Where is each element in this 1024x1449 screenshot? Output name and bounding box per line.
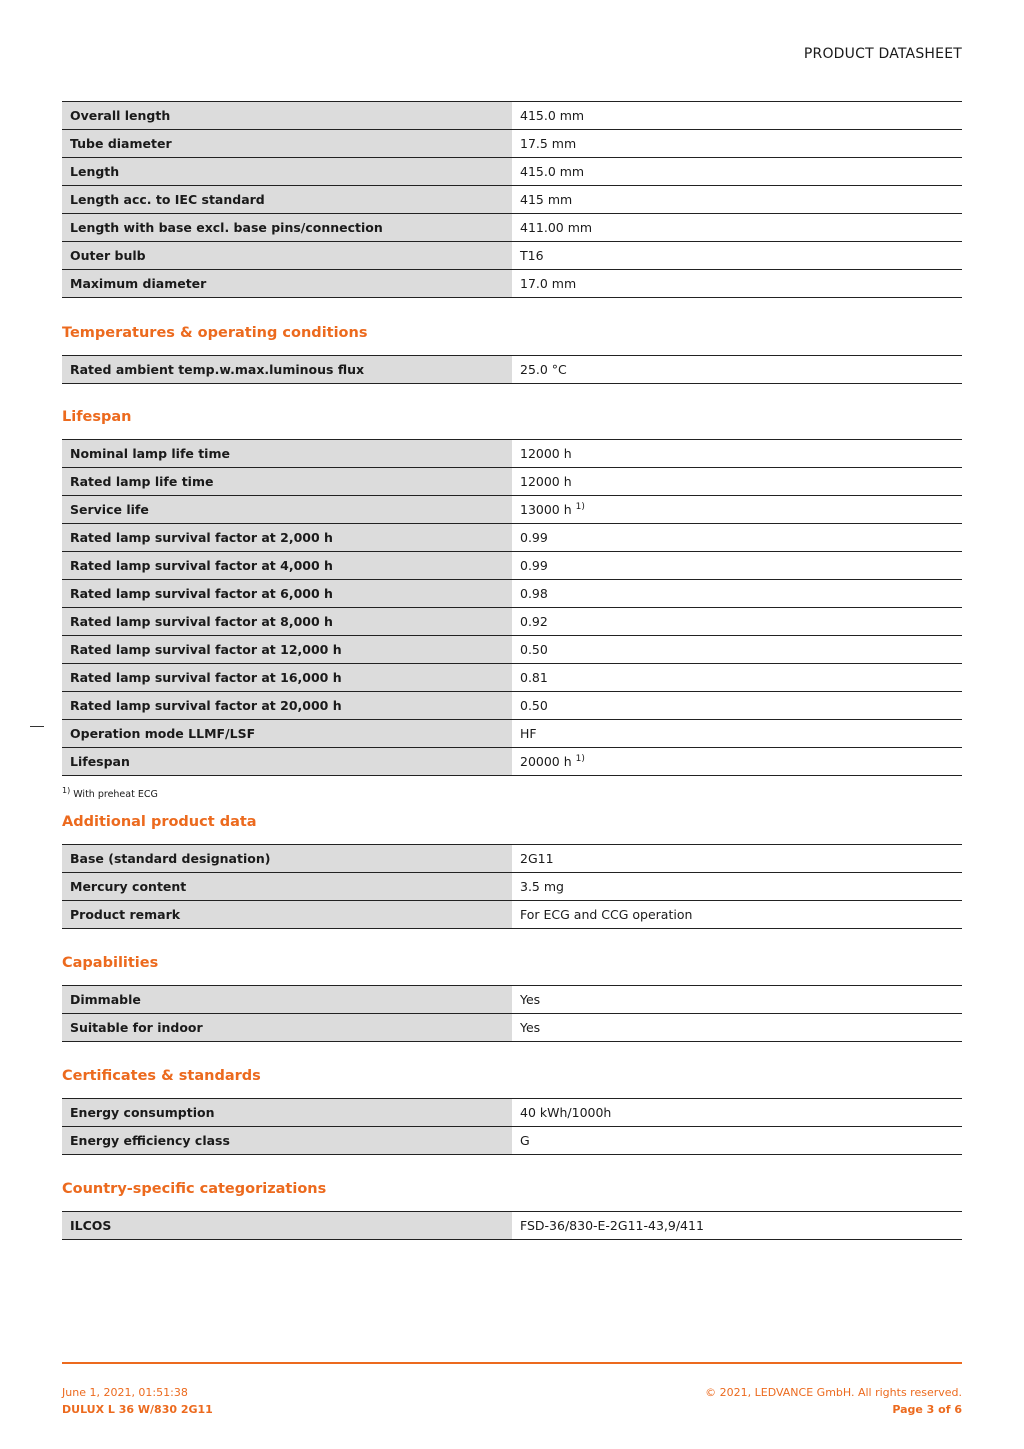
- spec-label: Service life: [62, 496, 512, 524]
- footer-page-number: Page 3 of 6: [892, 1403, 962, 1416]
- footnote-marker: 1): [62, 786, 71, 795]
- spec-value: [512, 524, 962, 552]
- spec-value: [512, 158, 962, 186]
- spec-value: [512, 1212, 962, 1240]
- table-row: [62, 102, 962, 130]
- table-row: [62, 1127, 962, 1155]
- table-row: [62, 1212, 962, 1240]
- table-row: [62, 214, 962, 242]
- footer-date: June 1, 2021, 01:51:38: [62, 1386, 188, 1399]
- spec-value: [512, 720, 962, 748]
- spec-value-text: 12000 h: [520, 446, 572, 461]
- margin-mark: [30, 726, 44, 727]
- spec-value-text: 20000 h: [520, 754, 572, 770]
- capabilities-table: [62, 985, 962, 1042]
- spec-value-text: Yes: [520, 1020, 541, 1035]
- spec-label: Overall length: [62, 102, 512, 130]
- spec-value-text: 411.00 mm: [520, 220, 593, 235]
- spec-label: Rated lamp survival factor at 4,000 h: [62, 552, 512, 580]
- spec-value-text: 0.50: [520, 642, 548, 657]
- temperatures-table: [62, 355, 962, 384]
- spec-label: ILCOS: [62, 1212, 512, 1240]
- table-row: [62, 608, 962, 636]
- lifespan-table: [62, 439, 962, 776]
- spec-value-text: 415.0 mm: [520, 108, 585, 123]
- spec-label: Energy efficiency class: [62, 1127, 512, 1155]
- certificates-table: [62, 1098, 962, 1155]
- additional-table: [62, 844, 962, 929]
- spec-value: [512, 102, 962, 130]
- spec-label: Rated lamp survival factor at 6,000 h: [62, 580, 512, 608]
- spec-label: Rated ambient temp.w.max.luminous flux: [62, 356, 512, 384]
- dimensions-table: [62, 101, 962, 298]
- spec-label: Mercury content: [62, 873, 512, 901]
- spec-value-text: 17.5 mm: [520, 136, 577, 151]
- spec-value: [512, 636, 962, 664]
- table-row: [62, 186, 962, 214]
- spec-value: [512, 608, 962, 636]
- spec-value-text: 13000 h: [520, 502, 572, 518]
- footnote-text: With preheat ECG: [73, 789, 158, 801]
- footnote-ref: 1): [575, 501, 585, 512]
- table-row: [62, 468, 962, 496]
- spec-value: [512, 986, 962, 1014]
- section-title-capabilities: Capabilities: [62, 955, 159, 971]
- spec-value: [512, 214, 962, 242]
- spec-value-text: 12000 h: [520, 474, 572, 489]
- spec-label: Tube diameter: [62, 130, 512, 158]
- section-title-certificates: Certificates & standards: [62, 1068, 261, 1084]
- spec-value: [512, 1014, 962, 1042]
- spec-value: [512, 242, 962, 270]
- spec-label: Rated lamp survival factor at 2,000 h: [62, 524, 512, 552]
- table-row: [62, 986, 962, 1014]
- table-row: [62, 130, 962, 158]
- spec-value-text: FSD-36/830-E-2G11-43,9/411: [520, 1218, 704, 1233]
- section-title-lifespan: Lifespan: [62, 409, 132, 425]
- section-title-additional: Additional product data: [62, 814, 257, 830]
- spec-value-text: 0.98: [520, 586, 548, 601]
- spec-value: [512, 901, 962, 929]
- footer-right: [705, 1384, 962, 1418]
- spec-value-text: 0.81: [520, 670, 548, 685]
- footer-left: [62, 1384, 213, 1418]
- spec-value: [512, 873, 962, 901]
- table-row: [62, 901, 962, 929]
- spec-label: Base (standard designation): [62, 845, 512, 873]
- spec-value-text: 17.0 mm: [520, 276, 577, 291]
- spec-label: Operation mode LLMF/LSF: [62, 720, 512, 748]
- spec-value: [512, 664, 962, 692]
- table-row: [62, 873, 962, 901]
- spec-label: Product remark: [62, 901, 512, 929]
- spec-value: [512, 1099, 962, 1127]
- table-row: [62, 496, 962, 524]
- spec-value: [512, 845, 962, 873]
- table-row: [62, 270, 962, 298]
- spec-value-text: 0.99: [520, 558, 548, 573]
- spec-value-text: 25.0 °C: [520, 362, 567, 377]
- table-row: [62, 664, 962, 692]
- spec-value: [512, 692, 962, 720]
- spec-label: Energy consumption: [62, 1099, 512, 1127]
- spec-label: Length acc. to IEC standard: [62, 186, 512, 214]
- spec-label: Maximum diameter: [62, 270, 512, 298]
- spec-value-text: G: [520, 1133, 530, 1148]
- spec-value-text: 40 kWh/1000h: [520, 1105, 612, 1120]
- lifespan-footnote: [62, 786, 962, 800]
- footnote-ref: 1): [575, 753, 585, 764]
- table-row: [62, 692, 962, 720]
- spec-value: [512, 748, 962, 776]
- spec-value-text: T16: [520, 248, 544, 263]
- section-title-country: Country-specific categorizations: [62, 1181, 327, 1197]
- spec-value-text: 415.0 mm: [520, 164, 585, 179]
- spec-value-text: 415 mm: [520, 192, 573, 207]
- spec-value-text: 3.5 mg: [520, 879, 564, 894]
- table-row: [62, 720, 962, 748]
- spec-label: Length: [62, 158, 512, 186]
- spec-value-text: 0.50: [520, 698, 548, 713]
- spec-label: Nominal lamp life time: [62, 440, 512, 468]
- footer-product: DULUX L 36 W/830 2G11: [62, 1403, 213, 1416]
- footer-copyright: © 2021, LEDVANCE GmbH. All rights reserved.: [705, 1386, 962, 1399]
- spec-label: Rated lamp survival factor at 16,000 h: [62, 664, 512, 692]
- page-header-title: PRODUCT DATASHEET: [803, 46, 962, 62]
- spec-value: [512, 496, 962, 524]
- table-row: [62, 524, 962, 552]
- datasheet-content: [62, 101, 962, 1240]
- table-row: [62, 158, 962, 186]
- spec-value: [512, 552, 962, 580]
- spec-value-text: 0.99: [520, 530, 548, 545]
- spec-label: Dimmable: [62, 986, 512, 1014]
- spec-value: [512, 356, 962, 384]
- country-table: [62, 1211, 962, 1240]
- spec-label: Rated lamp life time: [62, 468, 512, 496]
- table-row: [62, 242, 962, 270]
- table-row: [62, 1099, 962, 1127]
- table-row: [62, 1014, 962, 1042]
- spec-label: Outer bulb: [62, 242, 512, 270]
- spec-label: Rated lamp survival factor at 12,000 h: [62, 636, 512, 664]
- spec-label: Suitable for indoor: [62, 1014, 512, 1042]
- spec-value-text: HF: [520, 726, 537, 741]
- spec-value-text: 0.92: [520, 614, 548, 629]
- spec-value: [512, 270, 962, 298]
- spec-value: [512, 1127, 962, 1155]
- spec-label: Lifespan: [62, 748, 512, 776]
- spec-value: [512, 580, 962, 608]
- spec-value: [512, 186, 962, 214]
- table-row: [62, 356, 962, 384]
- spec-value: [512, 440, 962, 468]
- spec-value-text: 2G11: [520, 851, 554, 866]
- table-row: [62, 552, 962, 580]
- spec-value: [512, 130, 962, 158]
- spec-label: Rated lamp survival factor at 8,000 h: [62, 608, 512, 636]
- table-row: [62, 636, 962, 664]
- table-row: [62, 440, 962, 468]
- spec-label: Rated lamp survival factor at 20,000 h: [62, 692, 512, 720]
- spec-value-text: Yes: [520, 992, 541, 1007]
- table-row: [62, 580, 962, 608]
- section-title-temperatures: Temperatures & operating conditions: [62, 325, 368, 341]
- table-row: [62, 748, 962, 776]
- table-row: [62, 845, 962, 873]
- spec-label: Length with base excl. base pins/connection: [62, 214, 512, 242]
- spec-value-text: For ECG and CCG operation: [520, 907, 693, 922]
- spec-value: [512, 468, 962, 496]
- footer-divider: [62, 1362, 962, 1364]
